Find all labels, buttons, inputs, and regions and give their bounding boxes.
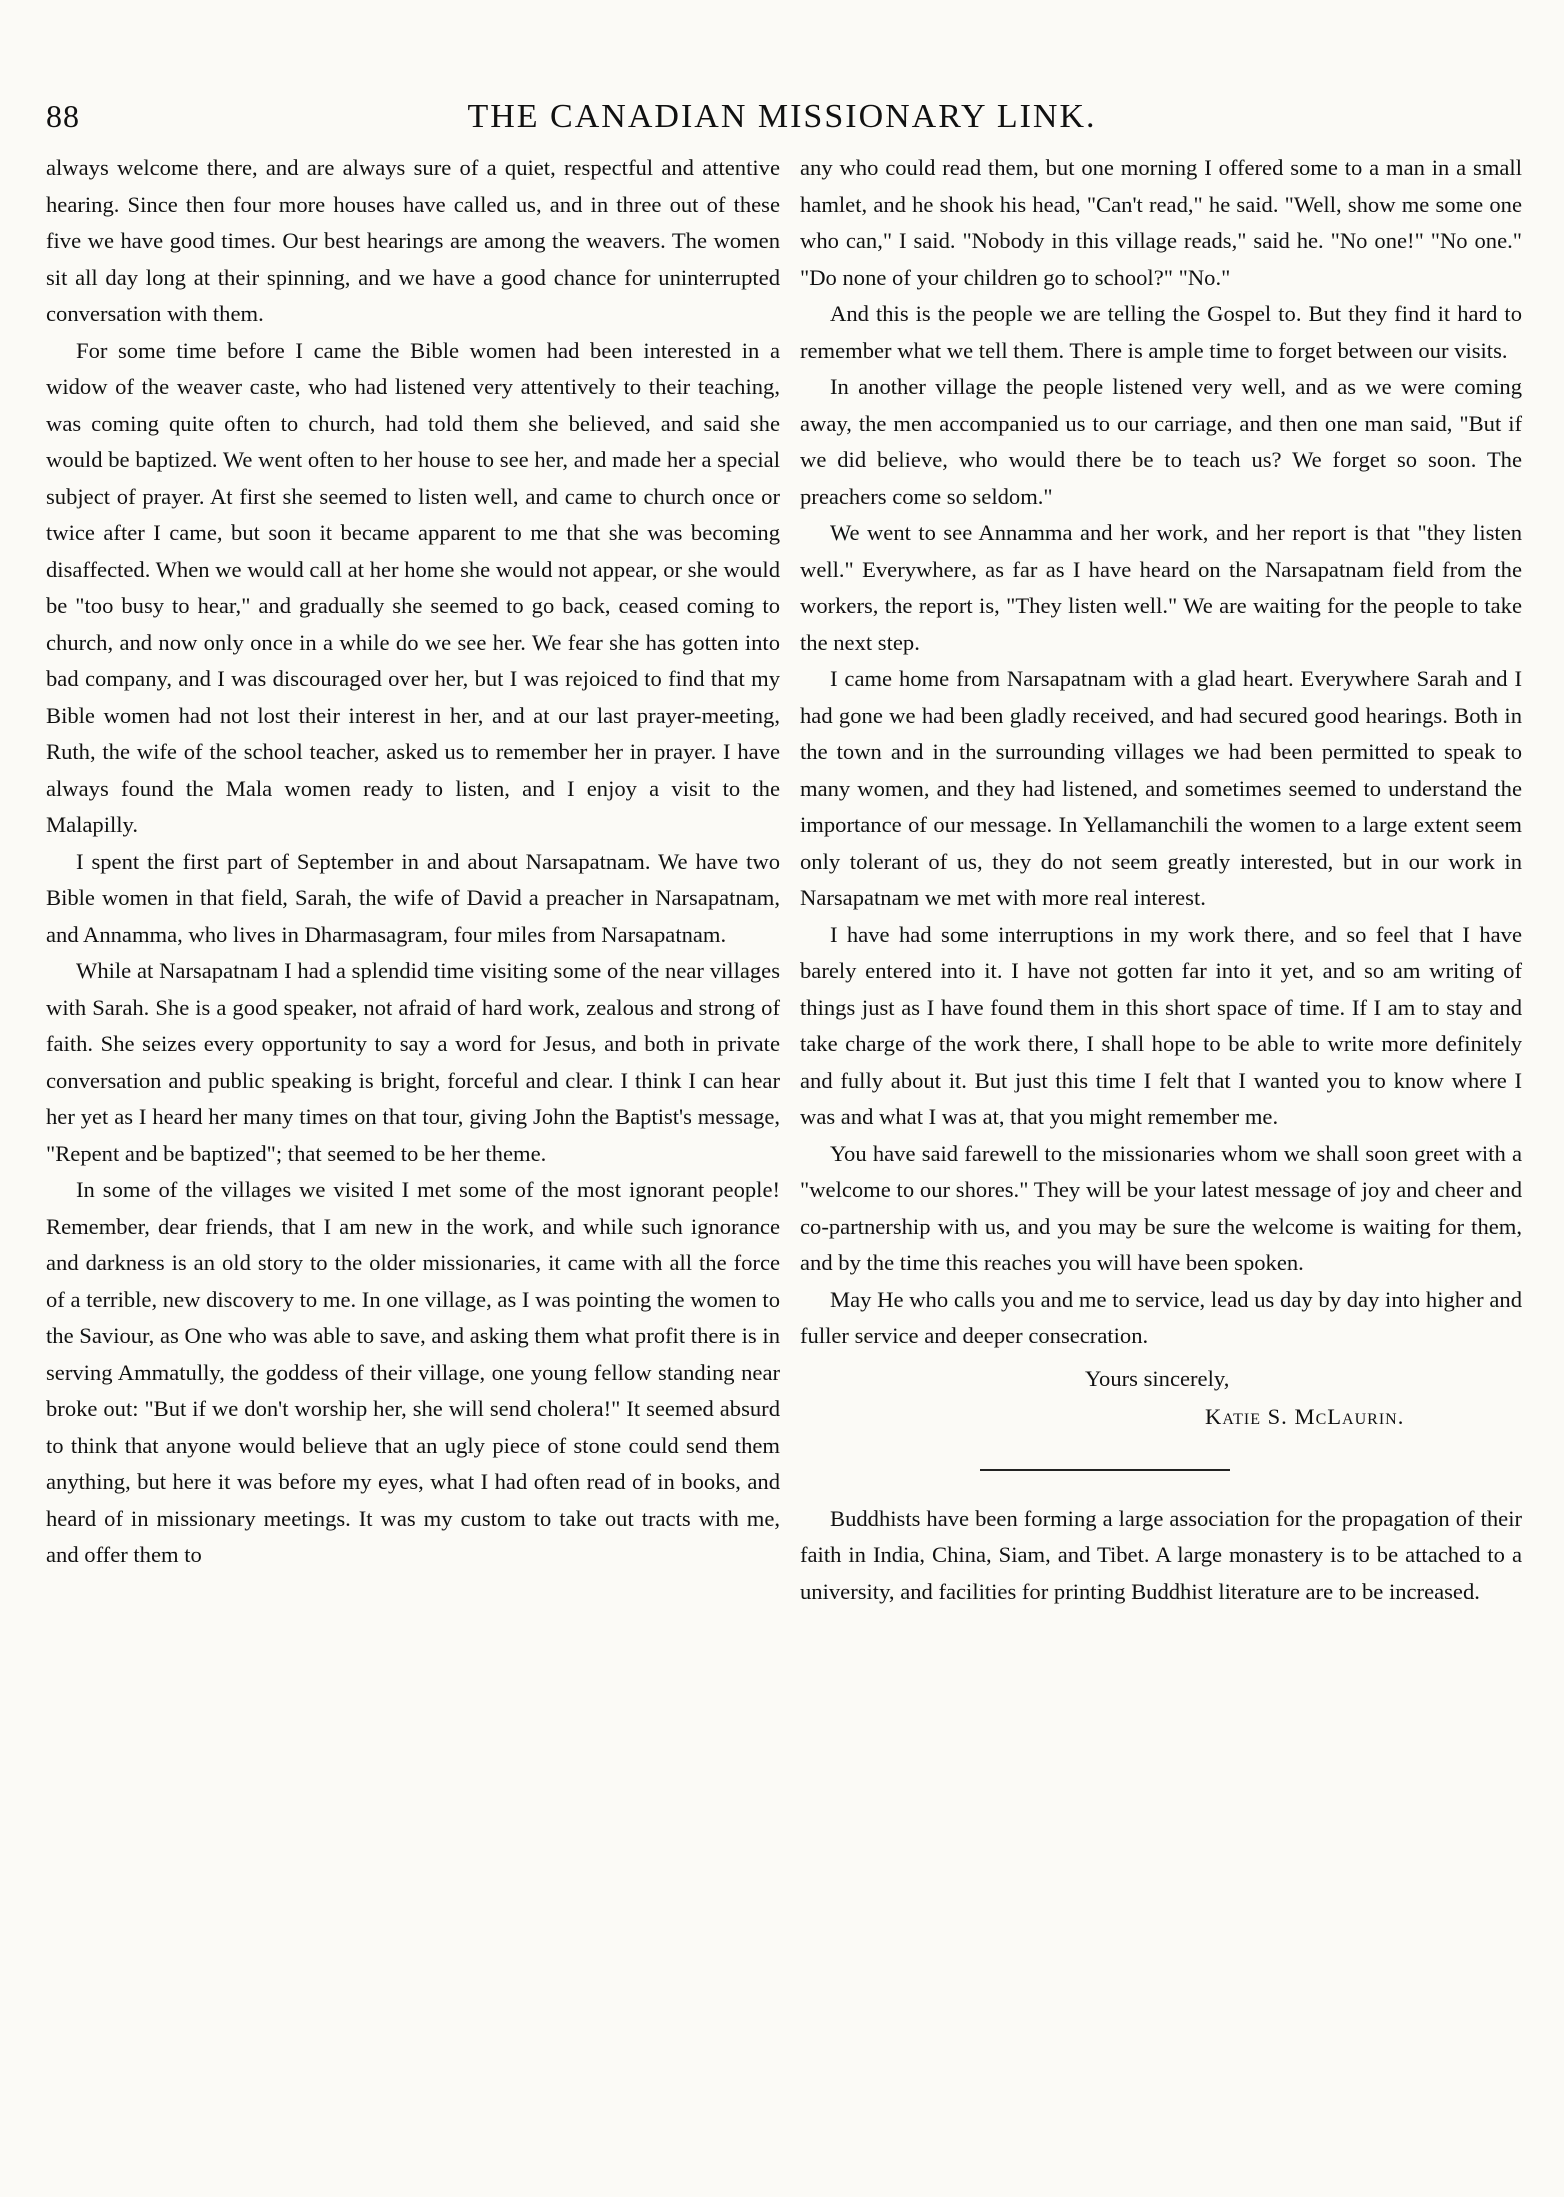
running-title: THE CANADIAN MISSIONARY LINK.: [467, 98, 1097, 135]
paragraph: While at Narsapatnam I had a splendid time visiting some of the near villages with Sarah. She is a good speaker, not afraid of hard work, zealous and strong of faith. She seizes every opportunity to say a word for Jesus, and both in private conversation and public speaking is bright, forceful and clear. I think I can hear her yet as I heard her many times on that tour, giving John the Baptist's message, "Repent and be baptized"; that seemed to be her theme.: [46, 958, 780, 1166]
paragraph: You have said farewell to the missionaries whom we shall soon greet with a "welcome to our shores." They will be your latest message of joy and cheer and co-partnership with us, and you may be sure the welcome is waiting for them, and by the time this reaches you will have been spoken.: [800, 1140, 1522, 1275]
left-column: [46, 150, 780, 1574]
paragraph: And this is the people we are telling the Gospel to. But they find it hard to remember what we tell them. There is ample time to forget between our visits.: [800, 301, 1522, 363]
paragraph: I spent the first part of September in and about Narsapatnam. We have two Bible women in that field, Sarah, the wife of David a preacher in Narsapatnam, and Annamma, who lives in Dharmasagram, four miles from Narsapatnam.: [46, 848, 780, 947]
paragraph: For some time before I came the Bible women had been interested in a widow of the weaver caste, who had listened very attentively to their teaching, was coming quite often to church, had told them she believed, and said she would be baptized. We went often to her house to see her, and made her a special subject of prayer. At first she seemed to listen well, and came to church once or twice after I came, but soon it became apparent to me that she was becoming disaffected. When we would call at her home she would not appear, or she would be "too busy to hear," and gradually she seemed to go back, ceased coming to church, and now only once in a while do we see her. We fear she has gotten into bad company, and I was discouraged over her, but I was rejoiced to find that my Bible women had not lost their interest in her, and at our last prayer-meeting, Ruth, the wife of the school teacher, asked us to remember her in prayer. I have always found the Mala women ready to listen, and I enjoy a visit to the Malapilly.: [46, 337, 780, 837]
paragraph: I came home from Narsapatnam with a glad heart. Everywhere Sarah and I had gone we had been gladly received, and had secured good hearings. Both in the town and in the surrounding villages we had been permitted to speak to many women, and they had listened, and sometimes seemed to understand the importance of our message. In Yellamanchili the women to a large extent seem only tolerant of us, they do not seem greatly interested, but in our work in Narsapatnam we met with more real interest.: [800, 666, 1522, 910]
letter-closing: [800, 1361, 1522, 1435]
right-column: [800, 150, 1522, 1610]
paragraph: I have had some interruptions in my work there, and so feel that I have barely entered into it. I have not gotten far into it yet, and so am writing of things just as I have found them in this short space of time. If I am to stay and take charge of the work there, I shall hope to be able to write more definitely and fully about it. But just this time I felt that I wanted you to know where I was and what I was at, that you might remember me.: [800, 921, 1522, 1129]
page-header: [0, 94, 1564, 154]
salutation: Yours sincerely,: [1085, 1365, 1230, 1391]
page-number: 88: [46, 98, 80, 134]
paragraph: May He who calls you and me to service, lead us day by day into higher and fuller service and deeper consecration.: [800, 1286, 1522, 1348]
paragraph: In some of the villages we visited I met some of the most ignorant people! Remember, dear friends, that I am new in the work, and while such ignorance and darkness is an old story to the older missionaries, it came with all the force of a terrible, new discovery to me. In one village, as I was pointing the women to the Saviour, as One who was able to save, and asking them what profit there is in serving Ammatully, the goddess of their village, one young fellow standing near broke out: "But if we don't worship her, she will send cholera!" It seemed absurd to think that anyone would believe that an ugly piece of stone could send them anything, but here it was before my eyes, what I had often read of in books, and heard of in missionary meetings. It was my custom to take out tracts with me, and offer them to: [46, 1177, 780, 1567]
paragraph: We went to see Annamma and her work, and her report is that "they listen well." Everywhere, as far as I have heard on the Narsapatnam field from the workers, the report is, "They listen well." We are waiting for the people to take the next step.: [800, 520, 1522, 655]
signature: Katie S. McLaurin.: [1205, 1403, 1405, 1429]
paragraph: always welcome there, and are always sure of a quiet, respectful and attentive hearing. Since then four more houses have called us, and in three out of these five we have good times. Our best hearings are among the weavers. The women sit all day long at their spinning, and we have a good chance for uninterrupted conversation with them.: [46, 155, 780, 326]
news-item: Buddhists have been forming a large association for the propagation of their faith in India, China, Siam, and Tibet. A large monastery is to be attached to a university, and facilities for printing Buddhist literature are to be increased.: [800, 1505, 1522, 1604]
paragraph: any who could read them, but one morning I offered some to a man in a small hamlet, and he shook his head, "Can't read," he said. "Well, show me some one who can," I said. "Nobody in this village reads," said he. "No one!" "No one." "Do none of your children go to school?" "No.": [800, 155, 1522, 290]
section-divider: [980, 1469, 1230, 1471]
paragraph: In another village the people listened very well, and as we were coming away, the men accompanied us to our carriage, and then one man said, "But if we did believe, who would there be to teach us? We forget so soon. The preachers come so seldom.": [800, 374, 1522, 509]
